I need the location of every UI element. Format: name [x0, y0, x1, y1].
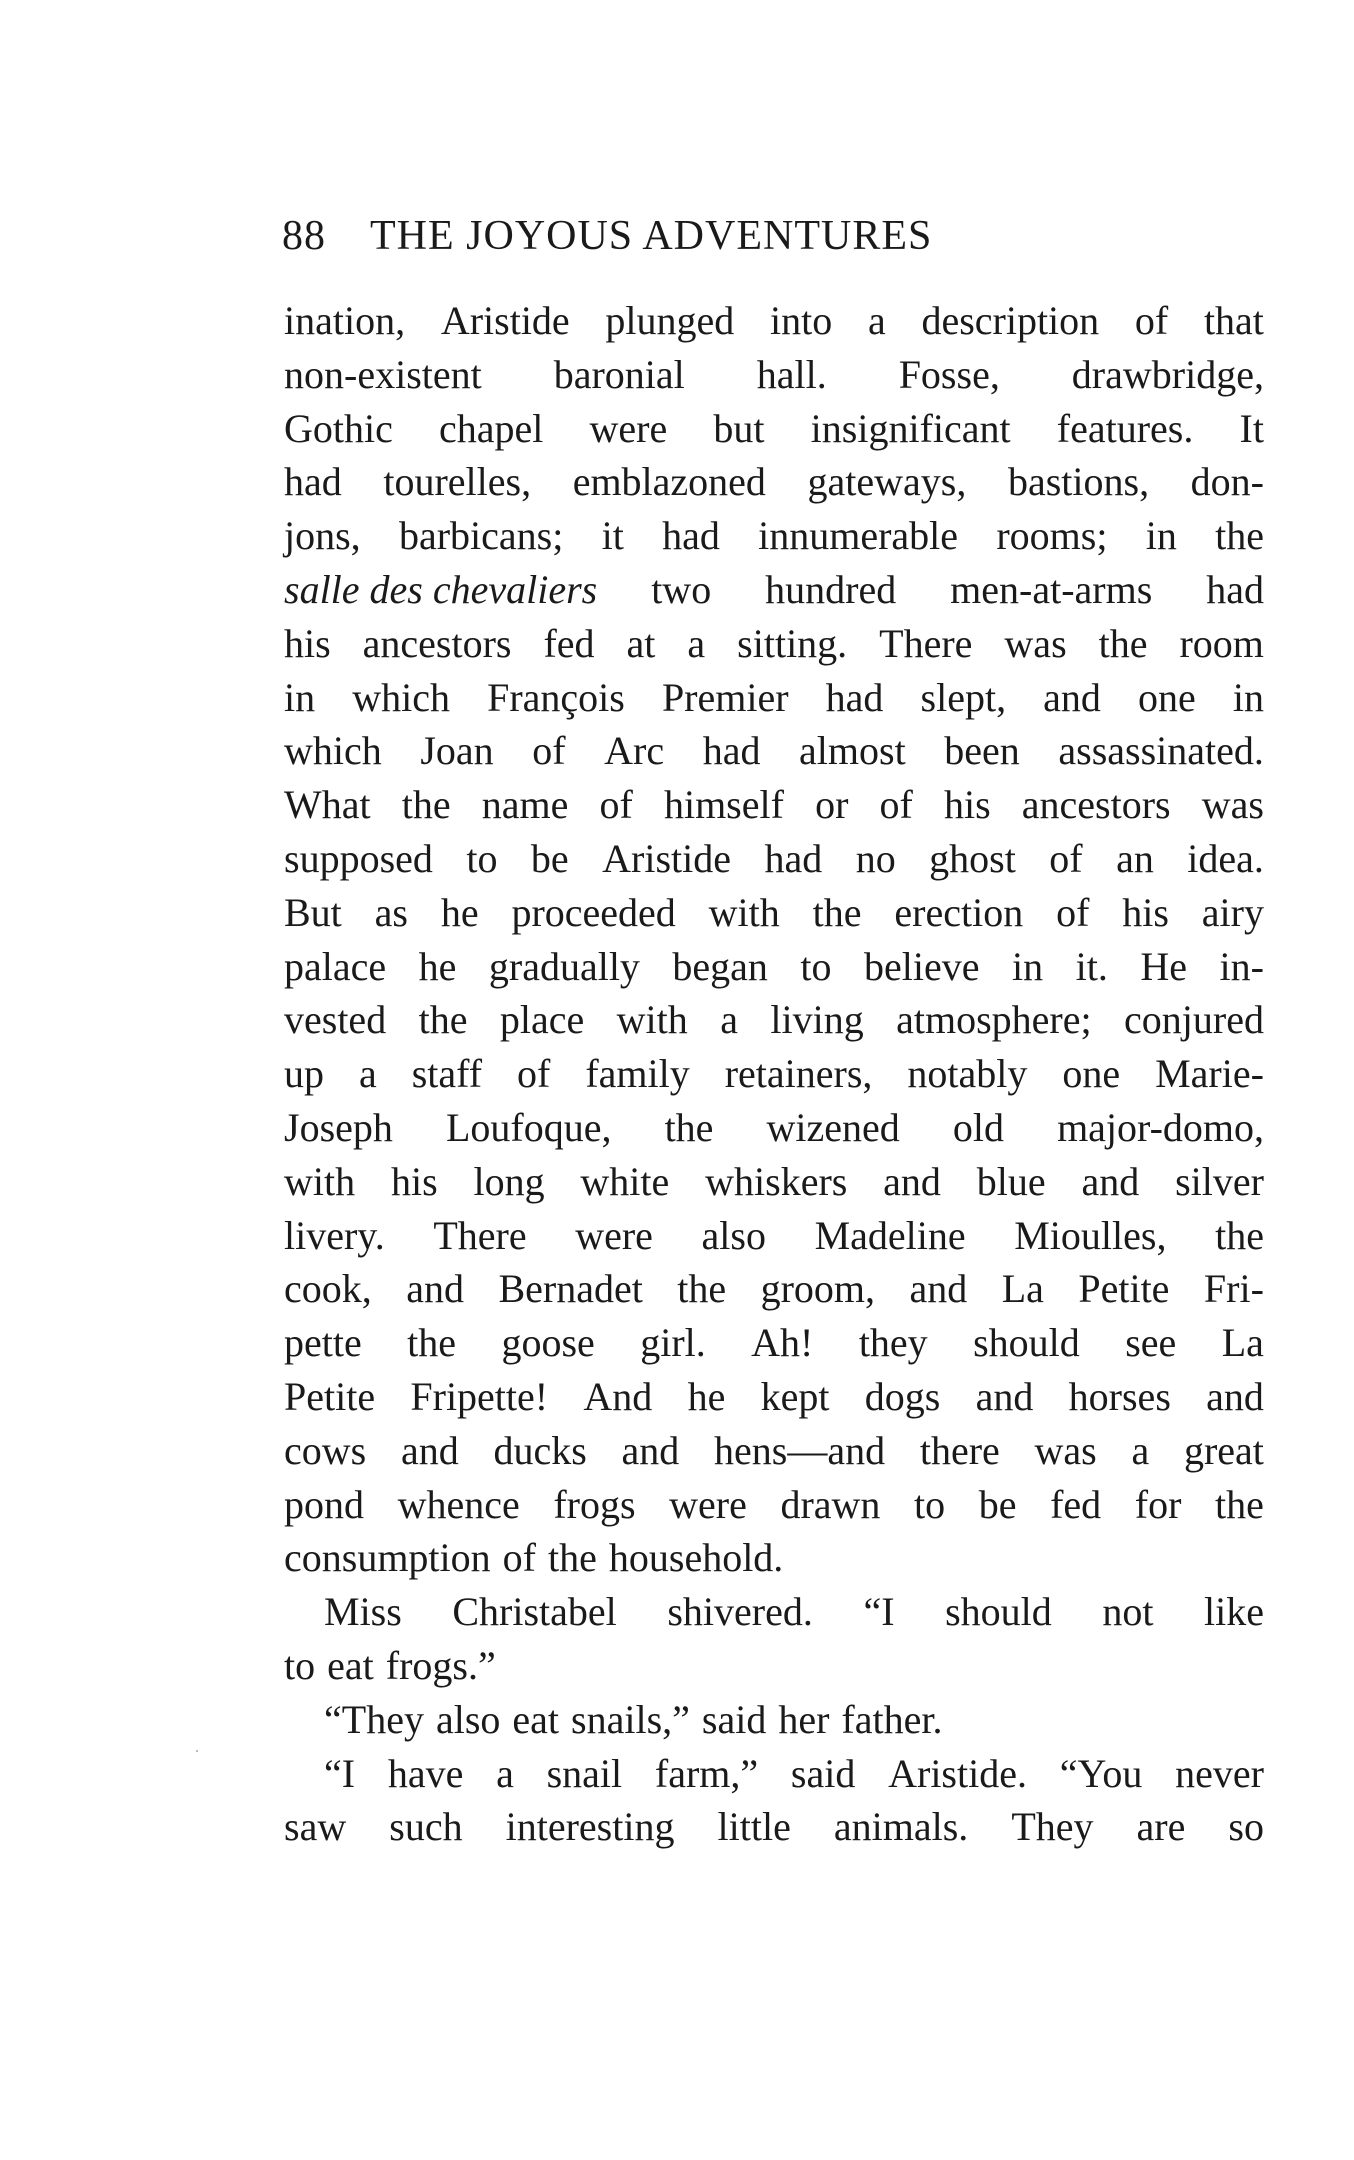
word: one: [1138, 674, 1196, 720]
word: tourelles,: [383, 459, 532, 505]
word: the: [1215, 1481, 1264, 1527]
word: so: [1228, 1804, 1264, 1850]
word: was: [1004, 620, 1067, 666]
word: frogs.”: [385, 1642, 496, 1688]
word: idea.: [1187, 835, 1264, 881]
word: retainers,: [724, 1051, 873, 1097]
word: a: [496, 1750, 514, 1796]
word: ancestors: [362, 620, 512, 666]
word: whiskers: [705, 1158, 848, 1204]
word: innumerable: [758, 513, 959, 559]
text-line: [284, 617, 1264, 671]
word: himself: [663, 782, 784, 828]
word: Loufoque,: [445, 1104, 612, 1150]
word: to: [284, 1642, 316, 1688]
word: two: [651, 566, 712, 612]
word: the: [1098, 620, 1148, 666]
word: name: [481, 782, 569, 828]
text-line: [284, 1478, 1264, 1532]
word: believe: [864, 943, 980, 989]
word: La: [1001, 1266, 1044, 1312]
text-line: [284, 455, 1264, 509]
word: also: [701, 1212, 766, 1258]
word: erection: [894, 889, 1024, 935]
text-line: [284, 724, 1264, 778]
word: white: [580, 1158, 670, 1204]
word: had: [1206, 566, 1264, 612]
word: be: [530, 835, 569, 881]
word: Madeline: [814, 1212, 966, 1258]
word: were: [589, 405, 668, 451]
word: Premier: [661, 674, 789, 720]
word: little: [717, 1804, 791, 1850]
word: the: [664, 1104, 714, 1150]
text-line: [284, 1370, 1264, 1424]
word: and: [975, 1373, 1034, 1419]
word: that: [1203, 298, 1264, 343]
word: rooms;: [996, 513, 1108, 559]
text-line: [284, 1800, 1264, 1854]
page-number: 88: [282, 213, 326, 259]
word: shivered.: [667, 1589, 813, 1635]
word: the: [418, 997, 468, 1043]
word: Petite: [284, 1373, 376, 1419]
word: place: [499, 997, 585, 1043]
word: whence: [397, 1481, 520, 1527]
word: silver: [1175, 1158, 1264, 1204]
word: hens—and: [714, 1427, 886, 1473]
word: of: [532, 728, 566, 774]
text-line: [284, 348, 1264, 402]
word: interesting: [505, 1804, 675, 1850]
word: kept: [760, 1373, 830, 1419]
word: Christabel: [452, 1589, 617, 1635]
text-line: [284, 1209, 1264, 1263]
word: the: [812, 889, 862, 935]
word: horses: [1068, 1373, 1171, 1419]
word: with: [284, 1158, 356, 1204]
word: should: [973, 1320, 1080, 1366]
word: had: [284, 459, 342, 505]
word: proceeded: [511, 889, 676, 935]
word: François: [487, 674, 625, 720]
word: Fri-: [1203, 1266, 1264, 1312]
word: was: [1201, 782, 1264, 828]
word: and: [1081, 1158, 1140, 1204]
word: of: [517, 1051, 551, 1097]
word: into: [770, 298, 833, 343]
word: had: [662, 513, 720, 559]
word: “I: [863, 1589, 895, 1635]
word: of: [1056, 889, 1090, 935]
text-line: [284, 1316, 1264, 1370]
word: Aristide.: [888, 1750, 1027, 1796]
word: room: [1179, 620, 1264, 666]
word: Miss: [324, 1589, 402, 1635]
word: but: [713, 405, 765, 451]
word: vested: [284, 997, 387, 1043]
word: a: [867, 298, 886, 343]
word: an: [1116, 835, 1154, 881]
word: the: [1215, 513, 1264, 559]
word: said: [790, 1750, 856, 1796]
word: in-: [1219, 943, 1264, 989]
word: “They: [324, 1696, 424, 1742]
word: atmosphere;: [896, 997, 1092, 1043]
word: and: [883, 1158, 941, 1204]
word: had: [764, 835, 823, 881]
word: were: [575, 1212, 653, 1258]
word: or: [815, 782, 849, 828]
word: he: [440, 889, 479, 935]
word: his: [1122, 889, 1169, 935]
text-line: [284, 509, 1264, 563]
word: cook,: [284, 1266, 372, 1312]
word: be: [978, 1481, 1017, 1527]
word: had: [702, 728, 761, 774]
word: pond: [284, 1481, 364, 1527]
word: drawbridge,: [1071, 351, 1264, 397]
word: Gothic: [284, 405, 393, 451]
word: Fosse,: [898, 351, 1000, 397]
text-line: [284, 1639, 1264, 1693]
word: ghost: [929, 835, 1016, 881]
word: gateways,: [807, 459, 967, 505]
word: ducks: [493, 1427, 587, 1473]
word: which: [352, 674, 450, 720]
word: farm,”: [654, 1750, 759, 1796]
word: There: [433, 1212, 527, 1258]
word: the: [548, 1535, 597, 1581]
word: eat: [512, 1696, 560, 1742]
word: snails,”: [571, 1696, 690, 1742]
word: Mioulles,: [1014, 1212, 1167, 1258]
word: and: [400, 1427, 459, 1473]
word: not: [1102, 1589, 1154, 1635]
word: don-: [1190, 459, 1264, 505]
word: Ah!: [751, 1320, 814, 1366]
word: fed: [1050, 1481, 1102, 1527]
word: almost: [799, 728, 906, 774]
word: no: [855, 835, 896, 881]
word: of: [1049, 835, 1083, 881]
word: see: [1125, 1320, 1177, 1366]
text-line: [284, 1262, 1264, 1316]
word: he: [687, 1373, 726, 1419]
word: Aristide: [440, 298, 570, 343]
word: household.: [608, 1535, 784, 1581]
word: family: [585, 1051, 690, 1097]
word: a: [1131, 1427, 1150, 1473]
word: jons,: [284, 513, 361, 559]
word: emblazoned: [572, 459, 766, 505]
word: he: [418, 943, 457, 989]
word: great: [1183, 1427, 1264, 1473]
word: barbicans;: [398, 513, 564, 559]
word: supposed: [284, 835, 433, 881]
word: and: [1043, 674, 1101, 720]
word: chapel: [439, 405, 544, 451]
word: been: [944, 728, 1020, 774]
word: the: [677, 1266, 727, 1312]
word: description: [921, 298, 1100, 343]
word: with: [616, 997, 688, 1043]
text-line: [284, 940, 1264, 994]
word: his: [390, 1158, 438, 1204]
word: non-existent: [284, 351, 482, 397]
text-line: [284, 294, 1264, 348]
word: bastions,: [1007, 459, 1150, 505]
text-line: [284, 1747, 1264, 1801]
word: frogs: [553, 1481, 636, 1527]
word: plunged: [605, 298, 735, 343]
word: It: [1239, 405, 1264, 451]
word: airy: [1201, 889, 1264, 935]
word: as: [374, 889, 408, 935]
word: and: [621, 1427, 680, 1473]
word: snail: [546, 1750, 623, 1796]
word: There: [879, 620, 973, 666]
word: should: [945, 1589, 1052, 1635]
word: cows: [284, 1427, 367, 1473]
word: He: [1140, 943, 1187, 989]
word: eat: [327, 1642, 374, 1688]
word: Arc: [604, 728, 665, 774]
word: her: [778, 1696, 830, 1742]
word: one: [1062, 1051, 1121, 1097]
word: was: [1034, 1427, 1097, 1473]
word: were: [669, 1481, 747, 1527]
word: and: [909, 1266, 968, 1312]
text-line: [284, 993, 1264, 1047]
word: staff: [411, 1051, 483, 1097]
word: have: [387, 1750, 464, 1796]
word: Joan: [420, 728, 494, 774]
word: his: [943, 782, 991, 828]
word: it.: [1075, 943, 1108, 989]
word: in: [1232, 674, 1264, 720]
word: dogs: [864, 1373, 941, 1419]
text-line: [284, 1155, 1264, 1209]
word: conjured: [1124, 997, 1264, 1043]
word: groom,: [760, 1266, 876, 1312]
word: blue: [976, 1158, 1046, 1204]
word: at: [626, 620, 656, 666]
word: said: [701, 1696, 767, 1742]
word: in: [1145, 513, 1177, 559]
word: which: [284, 728, 382, 774]
word: in: [1012, 943, 1044, 989]
word: hall.: [756, 351, 827, 397]
word: features.: [1056, 405, 1194, 451]
word: ancestors: [1021, 782, 1171, 828]
word: gradually: [488, 943, 640, 989]
running-title: THE JOYOUS ADVENTURES: [370, 213, 933, 259]
word: Joseph: [284, 1104, 393, 1150]
word: slept,: [920, 674, 1007, 720]
word: the: [401, 782, 451, 828]
word: old: [952, 1104, 1004, 1150]
text-line: [284, 886, 1264, 940]
word: wizened: [766, 1104, 900, 1150]
word: They: [1011, 1804, 1094, 1850]
word: But: [284, 889, 342, 935]
word: never: [1175, 1750, 1264, 1796]
word: living: [770, 997, 864, 1043]
word: the: [407, 1320, 457, 1366]
word: began: [672, 943, 768, 989]
word: pette: [284, 1320, 362, 1366]
word: What: [284, 782, 371, 828]
word: a: [720, 997, 738, 1043]
word: notably: [907, 1051, 1028, 1097]
word: of: [879, 782, 913, 828]
word: up: [284, 1051, 324, 1097]
text-line: [284, 1693, 1264, 1747]
word: for: [1134, 1481, 1182, 1527]
text-line: [284, 1101, 1264, 1155]
word: to: [914, 1481, 946, 1527]
word: such: [389, 1804, 463, 1850]
word: Marie-: [1155, 1051, 1264, 1097]
word: a: [687, 620, 706, 666]
word: are: [1136, 1804, 1186, 1850]
text-line: [284, 671, 1264, 725]
body-text: [284, 294, 1264, 1854]
text-line: [284, 1424, 1264, 1478]
scan-speck: [196, 1750, 198, 1752]
word: with: [708, 889, 780, 935]
word: men-at-arms: [950, 566, 1153, 612]
word: “You: [1059, 1750, 1143, 1796]
word: a: [358, 1051, 377, 1097]
word: drawn: [780, 1481, 881, 1527]
word: palace: [284, 943, 387, 989]
word: long: [473, 1158, 545, 1204]
word: “I: [324, 1750, 356, 1796]
word: Aristide: [602, 835, 732, 881]
word: of: [1134, 298, 1169, 343]
word: also: [435, 1696, 501, 1742]
text-line: [284, 563, 1264, 617]
word: like: [1204, 1589, 1264, 1635]
word: hundred: [765, 566, 897, 612]
word: sitting.: [737, 620, 848, 666]
word: goose: [501, 1320, 595, 1366]
word: of: [502, 1535, 536, 1581]
word: livery.: [284, 1212, 385, 1258]
text-line: [284, 832, 1264, 886]
text-line: [284, 1531, 1264, 1585]
word: his: [284, 620, 331, 666]
word: to: [466, 835, 498, 881]
word: the: [1215, 1212, 1264, 1258]
word: of: [599, 782, 633, 828]
word: insignificant: [810, 405, 1011, 451]
word: ination,: [284, 298, 406, 343]
text-line: [284, 778, 1264, 832]
word: and: [406, 1266, 464, 1312]
word: and: [1206, 1373, 1264, 1419]
word: father.: [841, 1696, 943, 1742]
word: Bernadet: [498, 1266, 643, 1312]
word: consumption: [284, 1535, 491, 1581]
word: there: [919, 1427, 1000, 1473]
word: assassinated.: [1058, 728, 1264, 774]
word: girl.: [640, 1320, 706, 1366]
word: baronial: [553, 351, 685, 397]
word: saw: [284, 1804, 347, 1850]
word: had: [825, 674, 884, 720]
word: they: [858, 1320, 928, 1366]
text-line: [284, 1585, 1264, 1639]
word: major-domo,: [1057, 1104, 1264, 1150]
italic-phrase: salle des chevaliers: [284, 566, 598, 612]
text-line: [284, 1047, 1264, 1101]
word: La: [1221, 1320, 1264, 1366]
text-line: [284, 402, 1264, 456]
word: it: [601, 513, 624, 559]
word: to: [800, 943, 832, 989]
word: in: [284, 674, 316, 720]
word: Fripette!: [410, 1373, 549, 1419]
word: And: [583, 1373, 653, 1419]
word: Petite: [1078, 1266, 1170, 1312]
running-header: [282, 212, 1282, 260]
word: fed: [543, 620, 595, 666]
word: animals.: [833, 1804, 969, 1850]
